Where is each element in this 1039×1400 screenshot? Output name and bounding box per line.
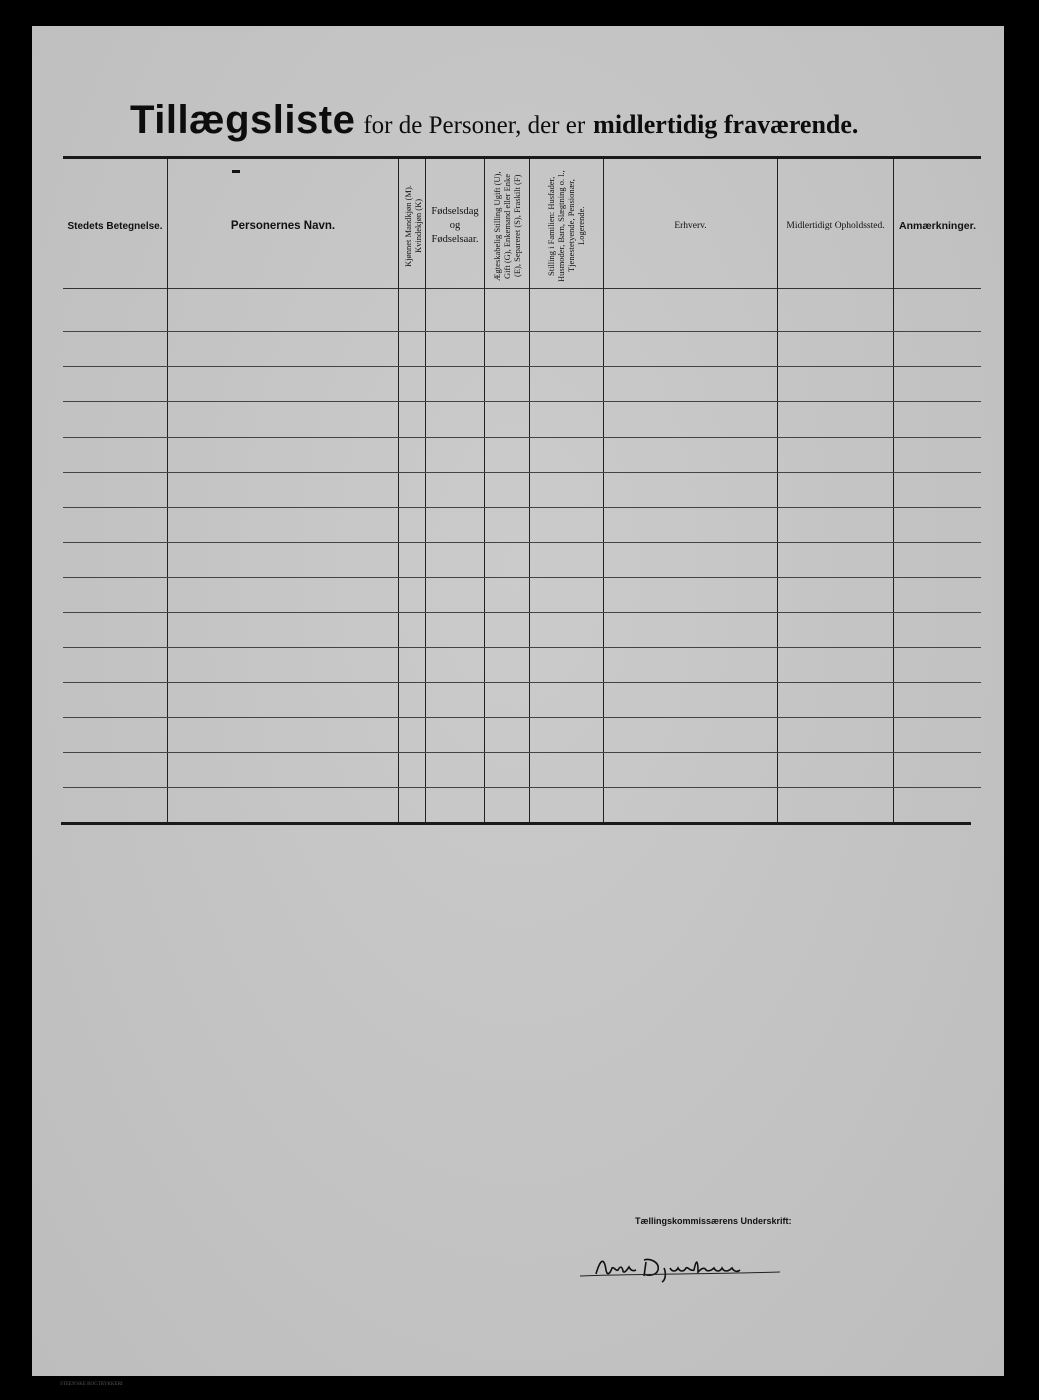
printer-mark: STEEN'SKE BOGTRYKKERI [60, 1382, 123, 1387]
col-divider [425, 159, 426, 822]
table-row [63, 682, 981, 683]
col-header-marital [484, 164, 529, 288]
col-divider [603, 159, 604, 822]
col-divider [167, 159, 168, 822]
table-bottom-rule [61, 822, 971, 825]
col-header-sex [400, 164, 426, 288]
col-header-name: Personernes Navn. [230, 220, 336, 232]
table-top-rule [63, 156, 981, 159]
col-header-residence: Midlertidigt Opholdssted. [786, 220, 885, 231]
col-header-occupation: Erhverv. [674, 221, 707, 231]
col-header-family-text: Stilling i Familien: Husfader, Husmoder, Barn, Slægtning o. l., Tjenestetyende, Pensionær, Logerende. [546, 170, 586, 282]
title-main: Tillægsliste [130, 98, 356, 142]
table-row [63, 437, 981, 438]
table-row [63, 577, 981, 578]
header-rule [63, 288, 981, 289]
table-row [63, 612, 981, 613]
title-emphasis: midlertidig fraværende. [593, 110, 859, 139]
table-row [63, 472, 981, 473]
signature-label: Tællingskommissærens Underskrift: [635, 1216, 792, 1226]
title-part1: for de Personer, der er [363, 112, 586, 139]
col-divider [777, 159, 778, 822]
col-divider [529, 159, 530, 822]
col-divider [893, 159, 894, 822]
col-header-birth: Fødselsdag og Fødselsaar. [431, 206, 479, 245]
handwritten-signature [580, 1250, 790, 1291]
col-header-remarks: Anmærkninger. [898, 220, 977, 232]
table-row [63, 401, 981, 402]
col-divider [484, 159, 485, 822]
col-header-family [529, 164, 603, 288]
col-header-place: Stedets Betegnelse. [67, 220, 163, 232]
table-row [63, 366, 981, 367]
table-row [63, 507, 981, 508]
table-row [63, 647, 981, 648]
table-row [63, 542, 981, 543]
signature-svg [580, 1250, 790, 1286]
col-header-marital-text: Ægteskabelig Stilling Ugift (U), Gift (G), Enkemand eller Enke (E), Separeret (S), Fraskilt (F) [491, 171, 522, 281]
col-divider [398, 159, 399, 822]
col-header-sex-text: Kjønnet Mandkjøn (M). Kvindekjøn (K) [403, 185, 423, 267]
form-title [130, 98, 950, 143]
table-row [63, 717, 981, 718]
table-row [63, 752, 981, 753]
table-row [63, 331, 981, 332]
census-table [63, 156, 981, 828]
table-row [63, 787, 981, 788]
